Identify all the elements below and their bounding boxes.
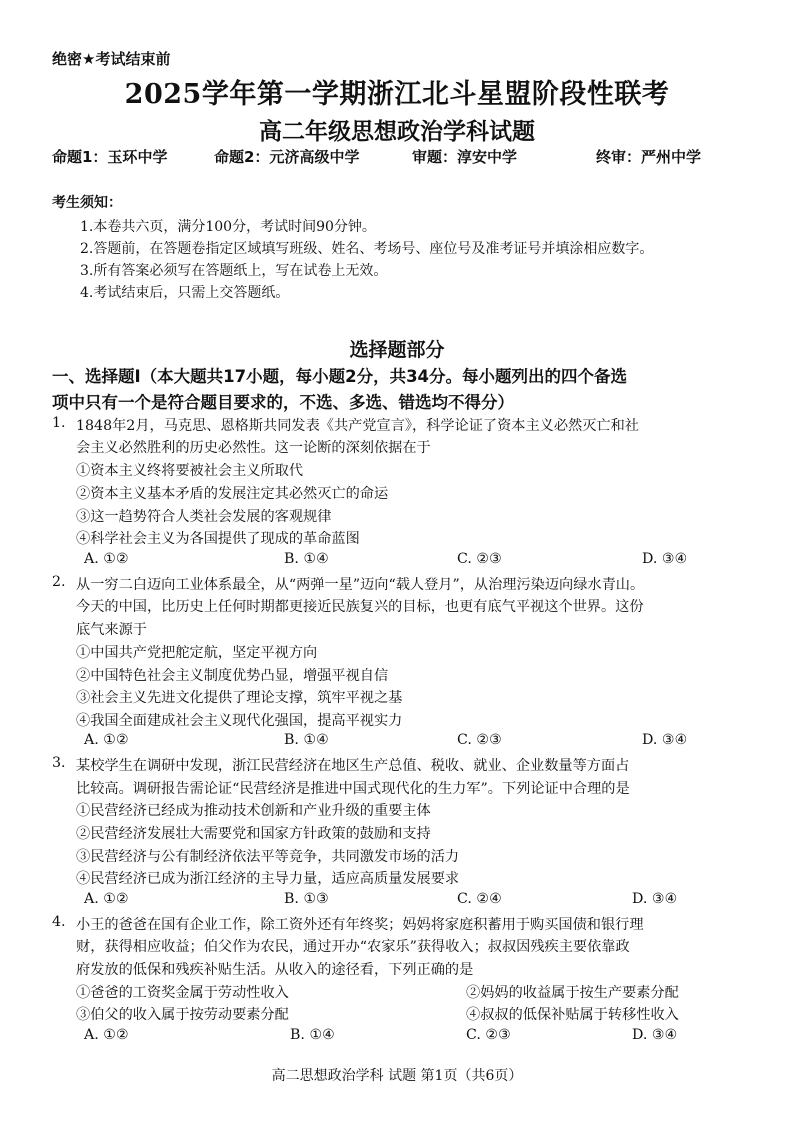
statement-item: ④我国全面建成社会主义现代化强国，提高平视实力: [76, 713, 403, 729]
statement-item: ②中国特色社会主义制度优势凸显，增强平视自信: [76, 668, 389, 684]
answer-option-c: C. ②③: [466, 1027, 511, 1043]
exam-subtitle: 高二年级思想政治学科试题: [259, 118, 535, 145]
answer-option-c: C. ②④: [457, 891, 502, 907]
question-text: 底气来源于: [76, 622, 147, 638]
part-instructions-line1: 一、选择题Ⅰ（本大题共17小题，每小题2分，共34分。每小题列出的四个备选: [52, 367, 628, 386]
question-number: 1.: [52, 415, 66, 431]
answer-option-a: A. ①②: [84, 1027, 129, 1043]
answer-option-b: B. ①③: [284, 891, 329, 907]
answer-option-d: D. ③④: [642, 551, 688, 567]
section-title: 选择题部分: [349, 339, 445, 361]
notice-item: 4.考试结束后，只需上交答题纸。: [80, 285, 290, 301]
statement-item: ③民营经济与公有制经济依法平等竞争，共同激发市场的活力: [76, 849, 460, 865]
statement-item: ③这一趋势符合人类社会发展的客观规律: [76, 509, 332, 525]
statement-item: ②资本主义基本矛盾的发展注定其必然灭亡的命运: [76, 486, 389, 502]
question-text: 财，获得相应收益；伯父作为农民，通过开办“农家乐”获得收入；叔叔因残疾主要依靠政: [76, 939, 630, 955]
answer-option-b: B. ①④: [284, 732, 329, 748]
statement-item: ②民营经济发展壮大需要党和国家方针政策的鼓励和支持: [76, 826, 431, 842]
answer-option-d: D. ③④: [642, 732, 688, 748]
statement-item: ④科学社会主义为各国提供了现成的革命蓝图: [76, 531, 360, 547]
answer-option-b: B. ①④: [284, 551, 329, 567]
answer-option-c: C. ②③: [457, 551, 502, 567]
confidential-label: 绝密★考试结束前: [52, 50, 171, 68]
answer-option-b: B. ①④: [290, 1027, 335, 1043]
question-number: 2.: [52, 574, 66, 590]
question-text: 从一穷二白迈向工业体系最全，从“两弹一星”迈向“载人登月”，从治理污染迈向绿水青山。: [76, 577, 645, 593]
statement-item: ④民营经济已成为浙江经济的主导力量，适应高质量发展要求: [76, 871, 460, 887]
notice-title: 考生须知：: [52, 195, 122, 211]
exam-title: 2025学年第一学期浙江北斗星盟阶段性联考: [124, 79, 670, 110]
answer-option-d: D. ③④: [632, 891, 678, 907]
question-text: 小王的爸爸在国有企业工作，除工资外还有年终奖；妈妈将家庭积蓄用于购买国债和银行理: [76, 917, 644, 933]
statement-item: ③社会主义先进文化提供了理论支撑，筑牢平视之基: [76, 690, 403, 706]
answer-option-a: A. ①②: [84, 732, 129, 748]
statement-item: ③伯父的收入属于按劳动要素分配: [76, 1007, 289, 1023]
statement-item: ①资本主义终将要被社会主义所取代: [76, 463, 304, 479]
answer-option-a: A. ①②: [84, 891, 129, 907]
answer-option-d: D. ③④: [632, 1027, 678, 1043]
notice-item: 2.答题前，在答题卷指定区域填写班级、姓名、考场号、座位号及准考证号并填涂相应数字。: [80, 241, 654, 257]
part-instructions-line2: 项中只有一个是符合题目要求的，不选、多选、错选均不得分）: [52, 393, 514, 412]
statement-item: ①中国共产党把舵定航，坚定平视方向: [76, 645, 318, 661]
answer-option-c: C. ②③: [457, 732, 502, 748]
question-number: 3.: [52, 755, 66, 771]
question-text: 府发放的低保和残疾补贴生活。从收入的途径看，下列正确的是: [76, 962, 474, 978]
statement-item: ②妈妈的收益属于按生产要素分配: [466, 985, 679, 1001]
statement-item: ①爸爸的工资奖金属于劳动性收入: [76, 985, 289, 1001]
statement-item: ④叔叔的低保补贴属于转移性收入: [466, 1007, 679, 1023]
answer-option-a: A. ①②: [84, 551, 129, 567]
question-text: 今天的中国，比历史上任何时期都更接近民族复兴的目标，也更有底气平视这个世界。这份: [76, 599, 644, 615]
question-number: 4.: [52, 914, 66, 930]
question-text: 某校学生在调研中发现，浙江民营经济在地区生产总值、税收、就业、企业数量等方面占: [76, 758, 630, 774]
statement-item: ①民营经济已经成为推动技术创新和产业升级的重要主体: [76, 803, 431, 819]
page-footer: 高二思想政治学科 试题 第1页（共6页）: [271, 1068, 523, 1084]
author-4: 终审：严州中学: [596, 148, 702, 166]
question-text: 会主义必然胜利的历史必然性。这一论断的深刻依据在于: [76, 440, 431, 456]
notice-item: 1.本卷共六页，满分100分，考试时间90分钟。: [80, 219, 376, 235]
notice-item: 3.所有答案必须写在答题纸上，写在试卷上无效。: [80, 263, 388, 279]
authors-row: [52, 146, 752, 166]
question-text: 1848年2月，马克思、恩格斯共同发表《共产党宣言》，科学论证了资本主义必然灭亡和社: [76, 418, 639, 434]
author-2: 命题2：元济高级中学: [214, 148, 360, 166]
question-text: 比较高。调研报告需论证“民营经济是推进中国式现代化的生力军”。下列论证中合理的是: [76, 781, 630, 797]
author-3: 审题：淳安中学: [412, 148, 518, 166]
author-1: 命题1：玉环中学: [52, 148, 168, 166]
